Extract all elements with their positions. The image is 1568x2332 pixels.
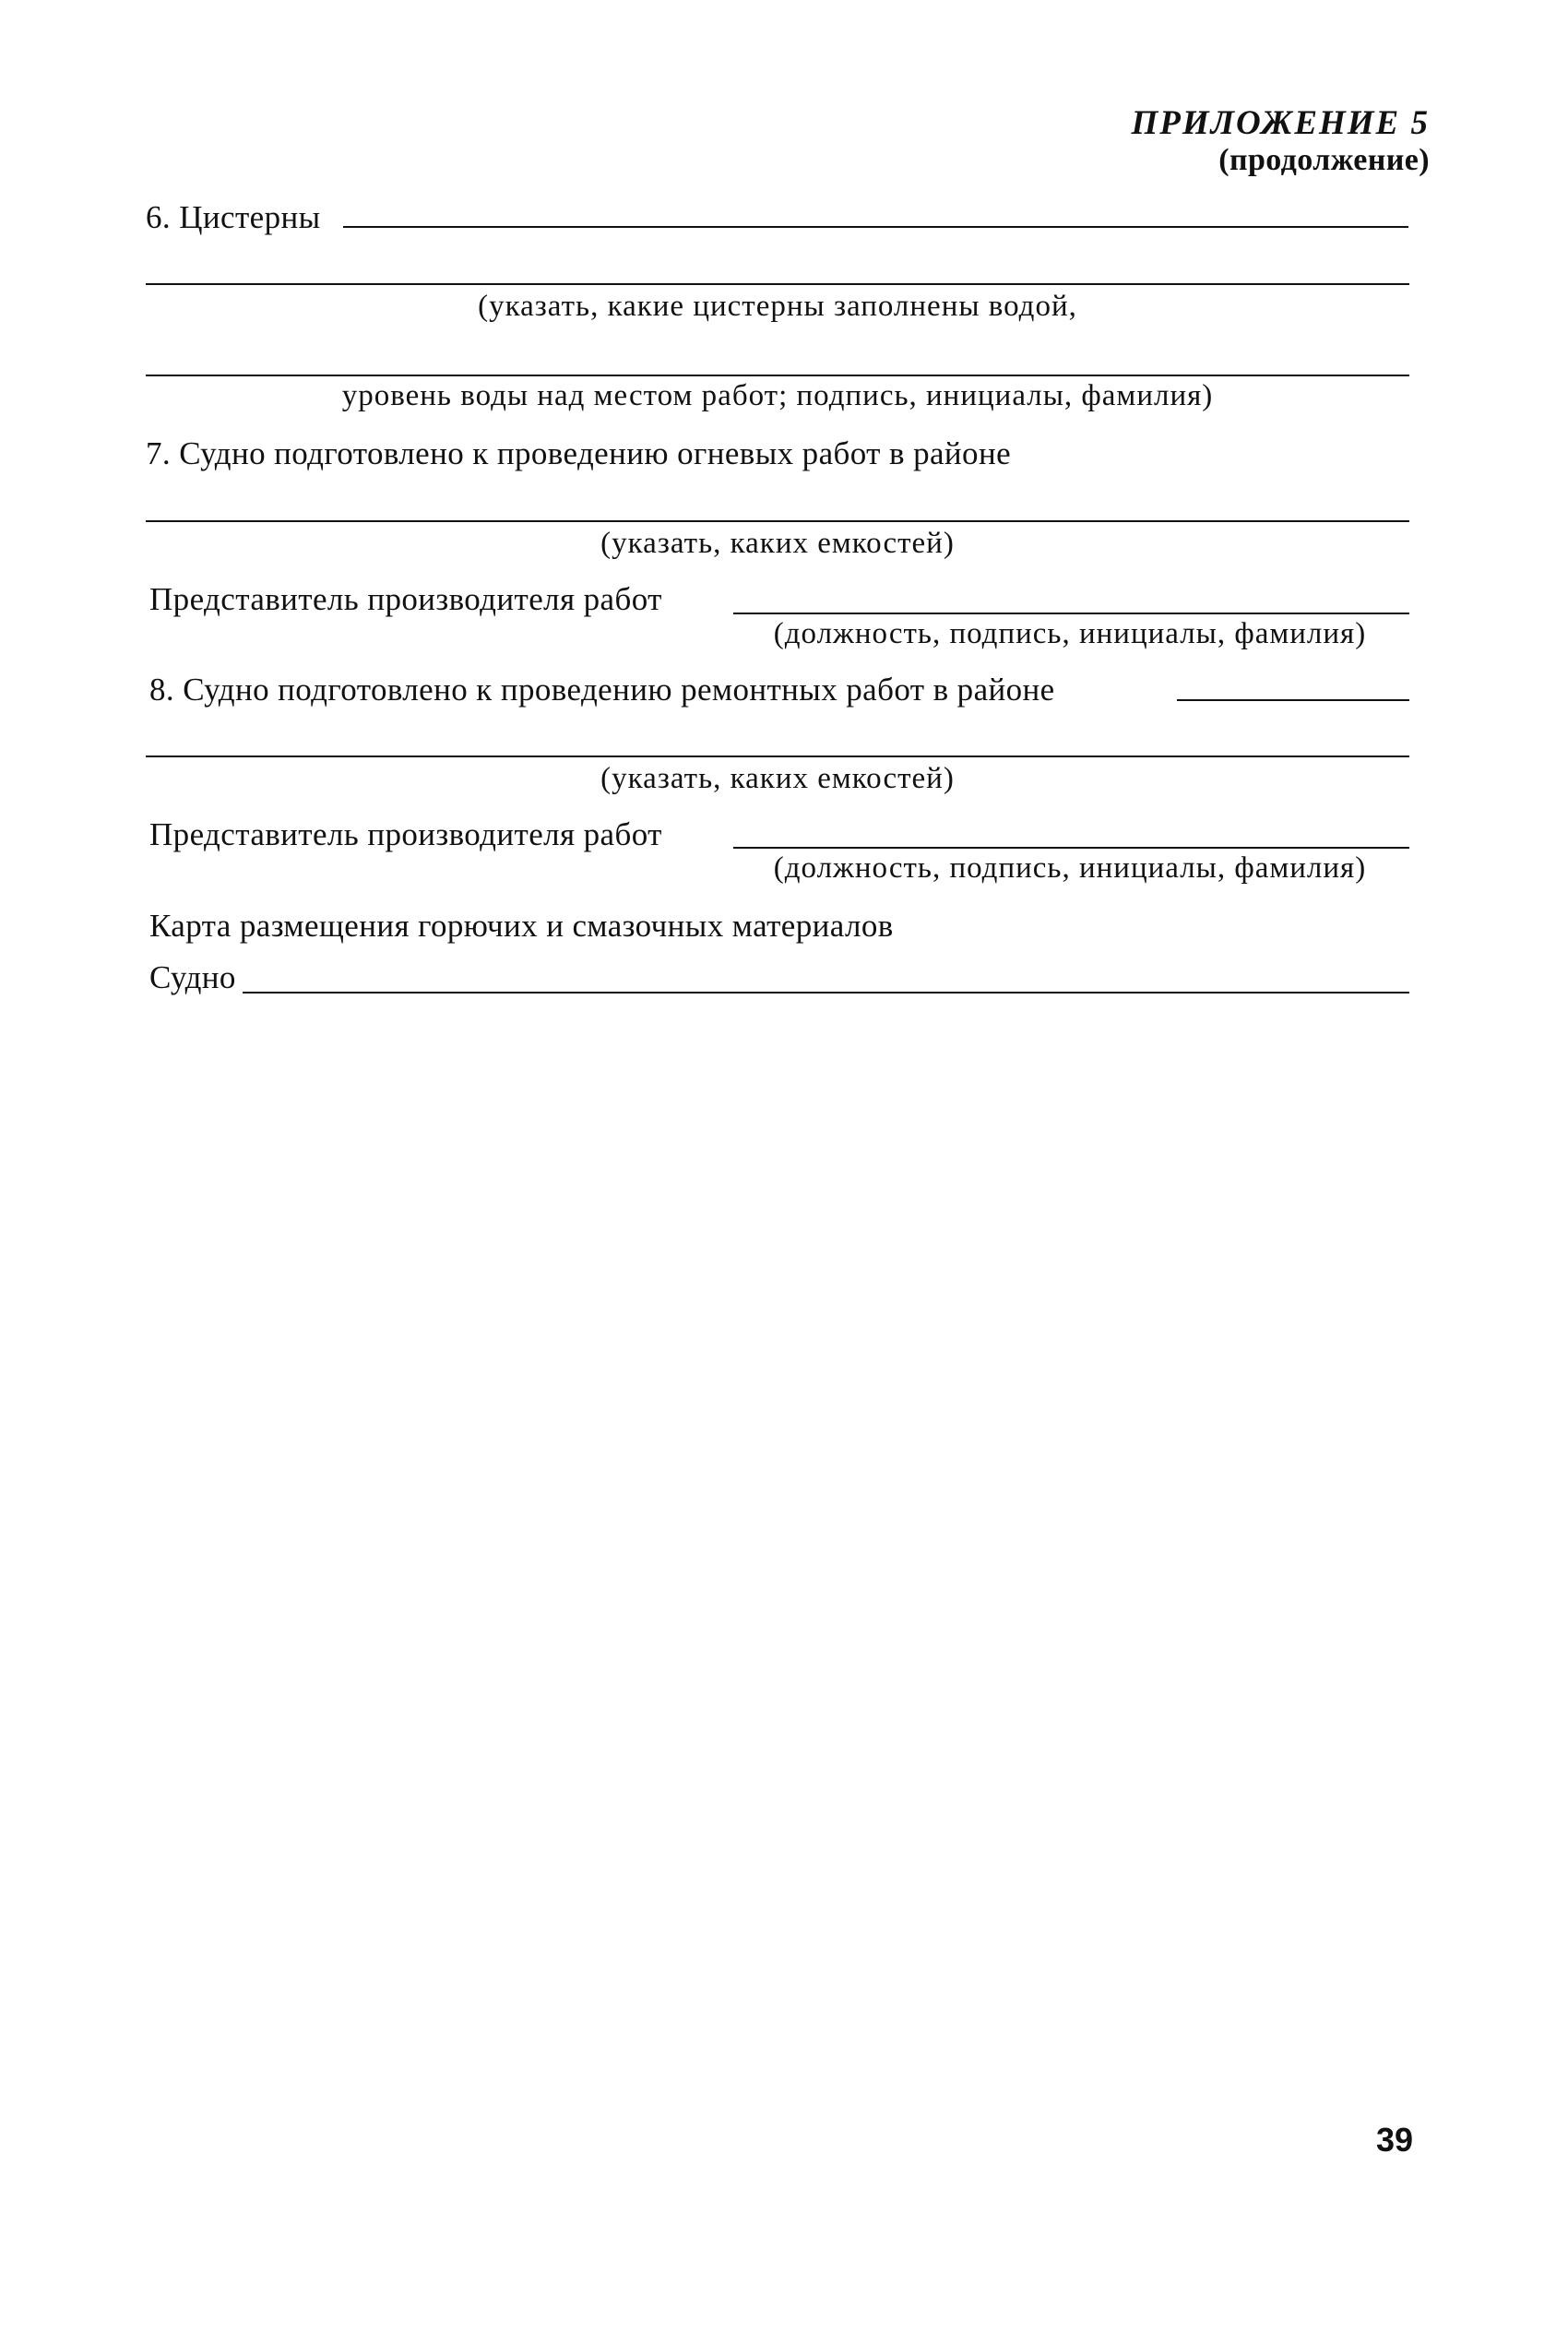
vessel-field[interactable]	[243, 992, 1409, 993]
section-8-rep-signature-field[interactable]	[733, 847, 1409, 849]
vessel-label: Судно	[149, 959, 236, 995]
section-7-rep-signature-field[interactable]	[733, 613, 1409, 614]
fuel-map-title: Карта размещения горючих и смазочных материалов	[149, 908, 894, 944]
tanks-hint-line2: уровень воды над местом работ; подпись, инициалы, фамилия)	[341, 379, 1214, 412]
section-8-rep-hint: (должность, подпись, инициалы, фамилия)	[773, 851, 1367, 885]
hot-work-area-hint: (указать, каких емкостей)	[600, 527, 955, 560]
repair-area-hint: (указать, каких емкостей)	[600, 762, 955, 795]
hot-work-area-field[interactable]	[146, 520, 1409, 522]
section-8-rep-label: Представитель производителя работ	[149, 816, 662, 852]
tanks-hint-line1: (указать, какие цистерны заполнены водой,	[478, 290, 1077, 323]
section-7-label: 7. Судно подготовлено к проведению огневых работ в районе	[146, 435, 1012, 471]
repair-area-field-inline[interactable]	[1177, 699, 1409, 701]
section-7-rep-label: Представитель производителя работ	[149, 581, 662, 617]
tanks-detail-field-line1[interactable]	[146, 283, 1409, 285]
appendix-title: ПРИЛОЖЕНИЕ 5	[1131, 104, 1430, 142]
page-number: 39	[1375, 2121, 1413, 2159]
tanks-detail-field-line2[interactable]	[146, 375, 1409, 376]
appendix-continuation: (продолжение)	[1218, 143, 1430, 177]
section-8-label: 8. Судно подготовлено к проведению ремонтных работ в районе	[149, 672, 1055, 708]
repair-area-field[interactable]	[146, 756, 1409, 757]
tanks-field[interactable]	[343, 226, 1408, 228]
section-6-label: 6. Цистерны	[146, 199, 321, 235]
section-7-rep-hint: (должность, подпись, инициалы, фамилия)	[773, 617, 1367, 650]
